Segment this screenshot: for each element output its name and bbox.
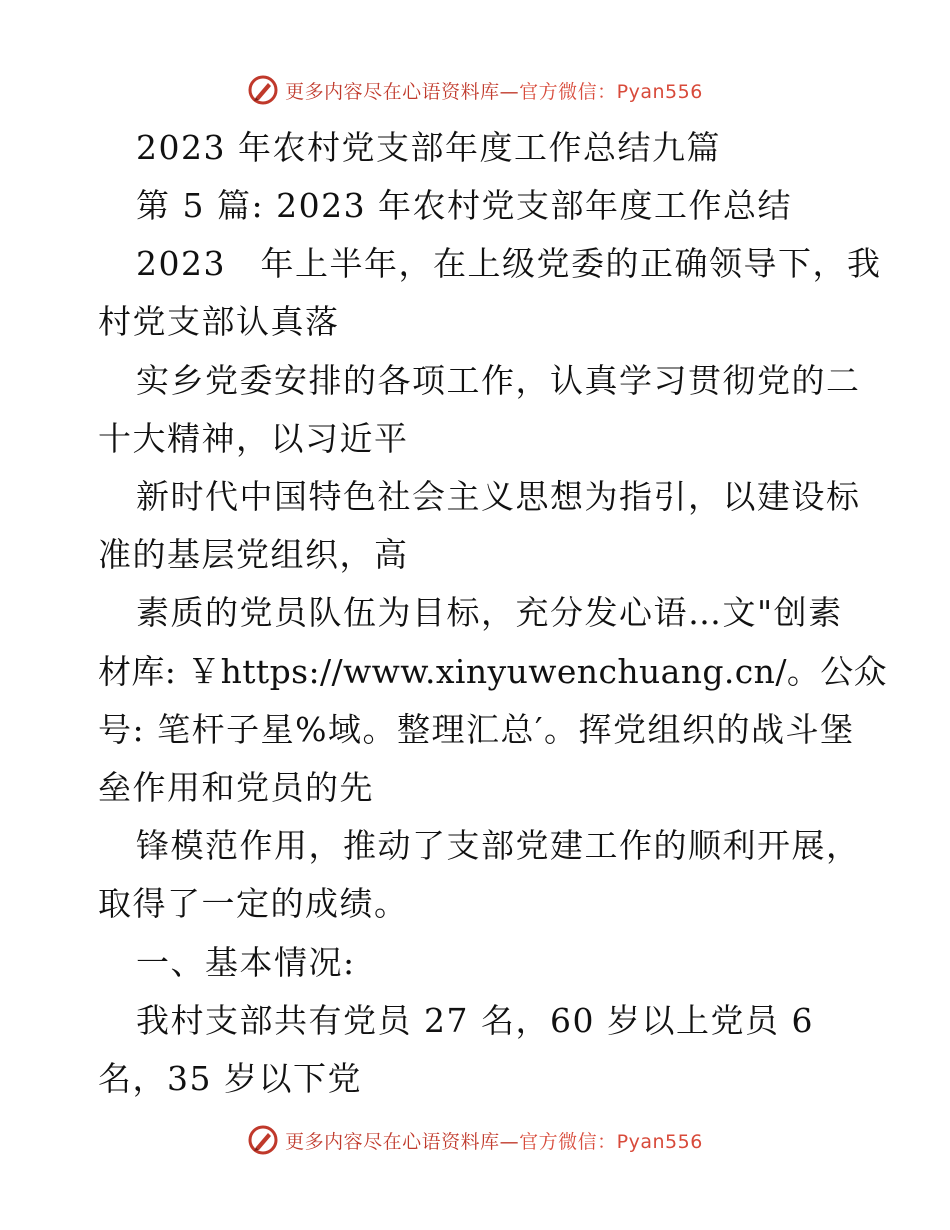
paragraph-line: 取得了一定的成绩。	[98, 884, 409, 923]
pen-logo-icon	[247, 1124, 279, 1156]
paragraph-line: 号: 笔杆子星%域。整理汇总′。挥党组织的战斗堡	[98, 710, 855, 749]
paragraph-line: 锋模范作用，推动了支部党建工作的顺利开展，	[136, 826, 861, 865]
paragraph-line: 材库: ￥https://www.xinyuwenchuang.cn/。公众	[98, 652, 888, 691]
pen-logo-icon	[247, 74, 279, 106]
paragraph-line: 素质的党员队伍为目标，充分发心语…文"创素	[136, 593, 843, 632]
banner-title: 更多内容尽在心语资料库	[285, 1130, 500, 1153]
banner-title: 更多内容尽在心语资料库	[285, 80, 500, 103]
paragraph-line: 新时代中国特色社会主义思想为指引，以建设标	[136, 477, 861, 516]
banner-wechat: 官方微信：Pyan556	[519, 1130, 703, 1153]
doc-title: 2023 年农村党支部年度工作总结九篇	[136, 128, 721, 167]
paragraph-line: 实乡党委安排的各项工作，认真学习贯彻党的二	[136, 361, 861, 400]
paragraph-line: 村党支部认真落	[98, 302, 340, 341]
banner-separator: —	[499, 80, 520, 103]
footer-banner	[0, 1122, 950, 1158]
paragraph-line: 准的基层党组织，高	[98, 535, 409, 574]
paragraph-line: 2023 年上半年，在上级党委的正确领导下，我	[136, 244, 882, 283]
paragraph-line: 垒作用和党员的先	[98, 768, 374, 807]
section-heading: 一、基本情况:	[136, 943, 356, 982]
paragraph-line: 我村支部共有党员 27 名，60 岁以上党员 6	[136, 1001, 814, 1040]
banner-wechat: 官方微信：Pyan556	[519, 80, 703, 103]
paragraph-line: 名，35 岁以下党	[98, 1059, 362, 1098]
doc-subtitle: 第 5 篇: 2023 年农村党支部年度工作总结	[136, 186, 793, 225]
header-banner	[0, 72, 950, 108]
banner-separator: —	[499, 1130, 520, 1153]
paragraph-line: 十大精神，以习近平	[98, 419, 409, 458]
